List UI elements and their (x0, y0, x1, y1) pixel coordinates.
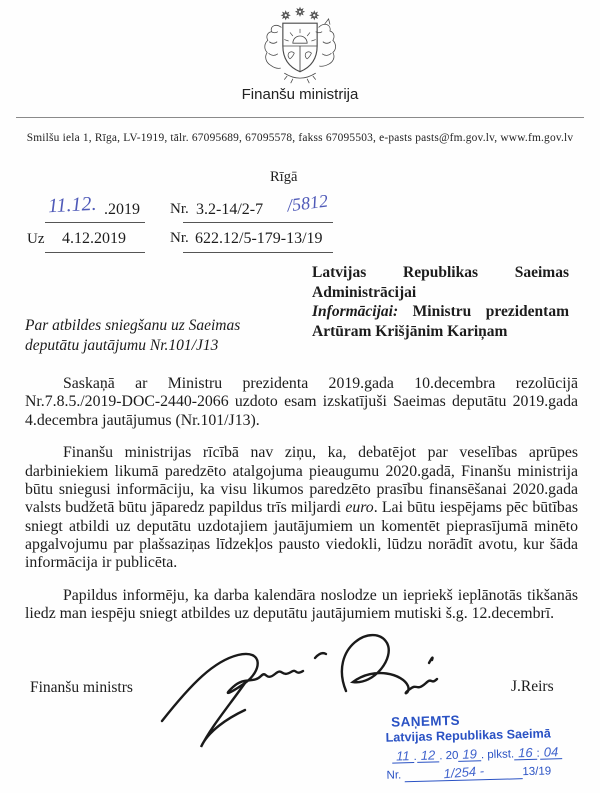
nr-label-out: Nr. (170, 201, 189, 217)
signer-name: J.Reirs (511, 678, 554, 695)
stamp-sep4: : (536, 747, 540, 760)
stamp-date-line (392, 744, 596, 763)
nr-label-in: Nr. (170, 230, 189, 246)
city-label: Rīgā (270, 169, 298, 185)
recipient-line1: Latvijas Republikas Saeimas (312, 264, 569, 281)
stamp-sep3: . plkst. (480, 748, 515, 762)
info-label: Informācijai: (312, 303, 399, 320)
stamp-day: 11 (392, 749, 414, 764)
outgoing-date-year: .2019 (104, 201, 140, 218)
stamp-minute: 04 (540, 745, 563, 760)
paragraph-2-text: Finanšu ministrijas rīcībā nav ziņu, ka, debatējot par veselības aprūpes darbiniekiem likumā paredzēto atalgojuma pieaugumu 2020.gadā, Finanšu ministrija būtu sniegusi informāciju, ka visu likumos paredzēto prasību finansēšanai 2020.gada valsts budžetā būtu jāparedz papildus trīs miljardi (25, 444, 578, 517)
stamp-year: 19 (458, 747, 481, 762)
recipient-block (312, 263, 569, 341)
subject-line2: deputātu jautājumu Nr.101/J13 (25, 337, 219, 354)
stamp-number-line (386, 762, 596, 782)
outgoing-number-handwritten: /5812 (285, 190, 330, 216)
recipient-line2: Administrācijai (312, 283, 417, 301)
incoming-number: 622.12/5-179-13/19 (195, 230, 323, 247)
ministry-name: Finanšu ministrija (241, 86, 359, 103)
subject-block (25, 316, 265, 356)
stamp-month: 12 (417, 748, 440, 763)
address-line: Smilšu iela 1, Rīga, LV-1919, tālr. 67095689, 67095578, fakss 67095503, e-pasts pasts@fm.gov.lv, www.fm.gov.lv (26, 132, 574, 144)
outgoing-date-handwritten: 11.12. (47, 192, 98, 218)
recipient-line4: Artūram Krišjānim Kariņam (312, 322, 508, 340)
euro-italic: euro (345, 499, 374, 517)
stamp-number-handwritten: 1/254 - (442, 763, 485, 782)
stamp-number-blank (404, 764, 522, 782)
signer-title: Finanšu ministrs (30, 679, 133, 696)
stamp-hour: 16 (514, 746, 537, 761)
date-underline (45, 222, 145, 223)
paragraph-1: Saskaņā ar Ministru prezidenta 2019.gada 10.decembra rezolūcijā Nr.7.8.5./2019-DOC-2440-2066 uzdoto esam izskatījuši Saeimas deputātu 2019.gada 4.decembra jautājumus (Nr.101/J13). (25, 375, 578, 429)
number-underline (183, 222, 333, 223)
stamp-nr-label: Nr. (386, 769, 402, 782)
stamp-suffix: 13/19 (522, 765, 552, 779)
latvia-coat-of-arms-icon (250, 6, 350, 86)
received-stamp (385, 709, 597, 793)
subject-line1: Par atbildes sniegšanu uz Saeimas (25, 317, 241, 334)
letter-body (25, 375, 578, 638)
stamp-sep2: . 20 (439, 749, 459, 763)
recipient-line3 (312, 302, 569, 322)
paragraph-2 (25, 444, 578, 572)
date-underline-2 (45, 252, 145, 253)
number-underline-2 (183, 252, 333, 253)
info-value: Ministru prezidentam (412, 303, 569, 320)
stamp-subtitle: Latvijas Republikas Saeimā (385, 726, 551, 745)
stamp-title: SAŅEMTS (390, 712, 461, 730)
uz-label: Uz (27, 231, 45, 247)
paragraph-2-text-after: . Lai būtu iespējams pēc būtības sniegt atbildi uz deputātu uzdotajiem jautājumiem un komentēt pieprasījumā minēto apgalvojumu par plašsaziņas līdzekļos pausto viedokli, lūdzu norādīt avotu, kur šāda informācija ir publicēta. (25, 499, 578, 572)
incoming-date: 4.12.2019 (62, 230, 126, 247)
stamp-sep1: . (413, 750, 417, 764)
paragraph-3: Papildus informēju, ka darba kalendāra noslodze un iepriekš ieplānotās tikšanās liedz man iespēju sniegt atbildes uz deputātu jautājumiem mutiski š.g. 12.decembrī. (25, 586, 578, 623)
header-divider (16, 117, 584, 118)
outgoing-number: 3.2-14/2-7 (196, 201, 264, 218)
